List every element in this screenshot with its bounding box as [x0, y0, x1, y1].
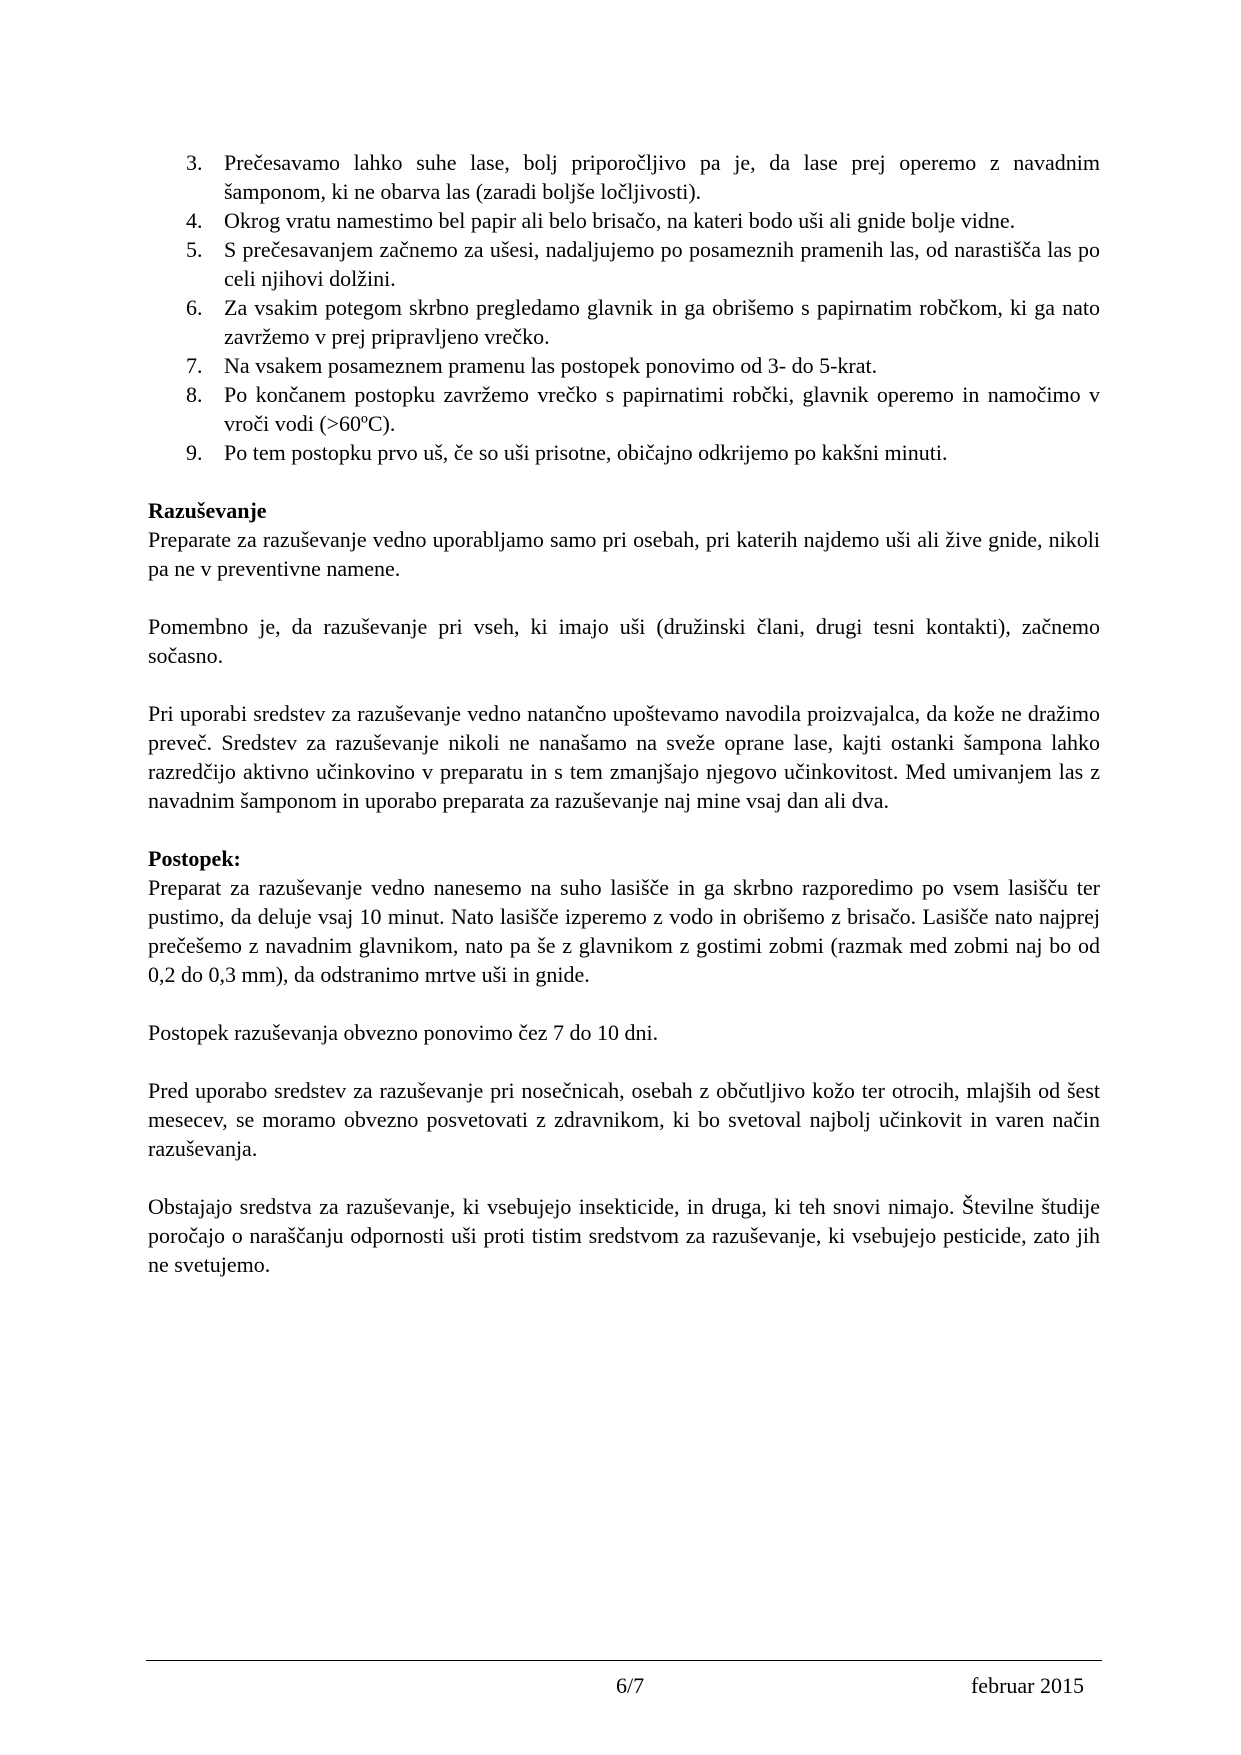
list-item [148, 235, 1100, 293]
list-item-text: Okrog vratu namestimo bel papir ali belo brisačo, na kateri bodo uši ali gnide bolje vidne. [224, 208, 1016, 233]
list-item-number: 9. [186, 440, 203, 465]
list-item-number: 3. [186, 150, 203, 175]
paragraph: Postopek razuševanja obvezno ponovimo čez 7 do 10 dni. [148, 1020, 659, 1045]
list-item-text: Po tem postopku prvo uš, če so uši prisotne, običajno odkrijemo po kakšni minuti. [224, 440, 948, 465]
list-item-text: Na vsakem posameznem pramenu las postopek ponovimo od 3- do 5-krat. [224, 353, 878, 378]
section-heading-razusevanje: Razuševanje [148, 498, 267, 523]
combing-steps-list [148, 148, 1100, 467]
section-postopek [148, 844, 1100, 1279]
paragraph: Pomembno je, da razuševanje pri vseh, ki imajo uši (družinski člani, drugi tesni kontakti), začnemo sočasno. [148, 614, 1100, 668]
section-heading-postopek: Postopek: [148, 846, 241, 871]
list-item-text: Prečesavamo lahko suhe lase, bolj priporočljivo pa je, da lase prej operemo z navadnim šamponom, ki ne obarva las (zaradi boljše ločljivosti). [224, 150, 1100, 204]
list-item [148, 380, 1100, 438]
list-item-number: 5. [186, 237, 203, 262]
list-item [148, 148, 1100, 206]
paragraph: Preparat za razuševanje vedno nanesemo na suho lasišče in ga skrbno razporedimo po vsem lasišču ter pustimo, da deluje vsaj 10 minut. Nato lasišče izperemo z vodo in obrišemo z brisačo. Lasišče nato najprej prečešemo z navadnim glavnikom, nato pa še z glavnikom z gostimi zobmi (razmak med zobmi naj bo od 0,2 do 0,3 mm), da odstranimo mrtve uši in gnide. [148, 875, 1100, 987]
page-footer [146, 1660, 1102, 1701]
list-item-text: S prečesavanjem začnemo za ušesi, nadaljujemo po posameznih pramenih las, od narastišča las po celi njihovi dolžini. [224, 237, 1100, 291]
list-item-number: 4. [186, 208, 203, 233]
paragraph: Preparate za razuševanje vedno uporabljamo samo pri osebah, pri katerih najdemo uši ali žive gnide, nikoli pa ne v preventivne namene. [148, 527, 1100, 581]
page-number: 6/7 [616, 1673, 645, 1698]
list-item-number: 7. [186, 353, 203, 378]
paragraph: Obstajajo sredstva za razuševanje, ki vsebujejo insekticide, in druga, ki teh snovi nimajo. Številne študije poročajo o naraščanju odpornosti uši proti tistim sredstvom za razuševanje, ki vsebujejo pesticide, zato jih ne svetujemo. [148, 1194, 1100, 1277]
list-item [148, 293, 1100, 351]
list-item [148, 351, 1100, 380]
footer-date: februar 2015 [970, 1673, 1084, 1698]
list-item-text: Po končanem postopku zavržemo vrečko s papirnatimi robčki, glavnik operemo in namočimo v vroči vodi (>60ºC). [224, 382, 1100, 436]
list-item [148, 438, 1100, 467]
list-item-text: Za vsakim potegom skrbno pregledamo glavnik in ga obrišemo s papirnatim robčkom, ki ga nato zavržemo v prej pripravljeno vrečko. [224, 295, 1100, 349]
list-item [148, 206, 1100, 235]
paragraph: Pri uporabi sredstev za razuševanje vedno natančno upoštevamo navodila proizvajalca, da kože ne dražimo preveč. Sredstev za razuševanje nikoli ne nanašamo na sveže oprane lase, kajti ostanki šampona lahko razredčijo aktivno učinkovino v preparatu in s tem zmanjšajo njegovo učinkovitost. Med umivanjem las z navadnim šamponom in uporabo preparata za razuševanje naj mine vsaj dan ali dva. [148, 701, 1100, 813]
paragraph: Pred uporabo sredstev za razuševanje pri nosečnicah, osebah z občutljivo kožo ter otrocih, mlajših od šest mesecev, se moramo obvezno posvetovati z zdravnikom, ki bo svetoval najbolj učinkovit in varen način razuševanja. [148, 1078, 1100, 1161]
list-item-number: 6. [186, 295, 203, 320]
section-razusevanje [148, 496, 1100, 815]
list-item-number: 8. [186, 382, 203, 407]
page-content [148, 148, 1100, 1279]
